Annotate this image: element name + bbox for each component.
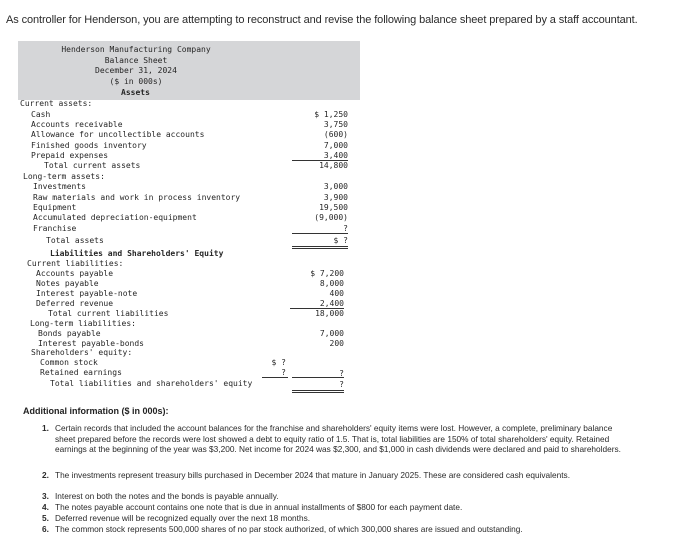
longterm-liabilities-heading: Long-term liabilities: xyxy=(30,319,136,328)
franchise-label: Franchise xyxy=(33,224,77,233)
interest-bonds-value: 200 xyxy=(329,339,344,348)
equipment-label: Equipment xyxy=(33,203,77,212)
accum-dep-label: Accumulated depreciation-equipment xyxy=(33,213,197,222)
investments-value: 3,000 xyxy=(323,182,348,191)
note-2-number: 2. xyxy=(42,470,49,480)
raw-materials-label: Raw materials and work in process inventory xyxy=(33,193,241,202)
notes-payable-value: 8,000 xyxy=(319,279,344,288)
note-2-text: The investments represent treasury bills purchased in December 2024 that mature in January 2025. These are considered cash equivalents. xyxy=(55,470,570,480)
note-3 xyxy=(42,491,632,502)
equipment-value: 19,500 xyxy=(319,203,348,212)
total-liab-equity-label: Total liabilities and shareholders' equity xyxy=(50,379,253,388)
current-liabilities-heading: Current liabilities: xyxy=(27,259,124,268)
note-5-number: 5. xyxy=(42,513,49,523)
prepaid-label: Prepaid expenses xyxy=(31,151,109,160)
note-3-number: 3. xyxy=(42,491,49,501)
retained-earnings-value: ? xyxy=(281,368,286,377)
equity-heading: Shareholders' equity: xyxy=(31,348,133,357)
deferred-revenue-value: 2,400 xyxy=(319,299,344,308)
rule-total-liab-1 xyxy=(292,390,344,391)
total-assets-label: Total assets xyxy=(46,236,104,245)
company-name: Henderson Manufacturing Company xyxy=(61,45,211,54)
note-4-number: 4. xyxy=(42,502,49,512)
deferred-revenue-label: Deferred revenue xyxy=(36,299,114,308)
bonds-value: 7,000 xyxy=(319,329,344,338)
interest-note-label: Interest payable-note xyxy=(36,289,138,298)
rule-longterm-assets xyxy=(292,233,348,234)
note-2 xyxy=(42,470,632,481)
total-current-liabilities-label: Total current liabilities xyxy=(48,309,169,318)
rule-equity-total xyxy=(292,377,344,378)
note-5 xyxy=(42,513,632,524)
interest-bonds-label: Interest payable-bonds xyxy=(38,339,144,348)
note-4 xyxy=(42,502,632,513)
balance-sheet-header xyxy=(18,41,360,100)
note-1-text: Certain records that included the account balances for the franchise and shareholders' equity items were lost. However, a complete, preliminary balance sheet prepared before the records were lost showed a debt to equity ratio of 1.5. That is, total liabilities are 150% of total shareholders' equity. Retained earnings at the beginning of the year was $3,200. Net income for 2024 was $2,300, and $1,000 in cash dividends were declared and paid to shareholders. xyxy=(55,423,621,454)
assets-section-title: Assets xyxy=(121,88,150,97)
note-1-number: 1. xyxy=(42,423,49,433)
intro-text: As controller for Henderson, you are attempting to reconstruct and revise the following balance sheet prepared by a staff accountant. xyxy=(6,14,638,26)
additional-info-title: Additional information ($ in 000s): xyxy=(23,406,169,416)
common-stock-label: Common stock xyxy=(40,358,98,367)
prepaid-value: 3,400 xyxy=(323,151,348,160)
rule-total-assets-2 xyxy=(292,248,348,249)
bonds-label: Bonds payable xyxy=(38,329,101,338)
allowance-label: Allowance for uncollectible accounts xyxy=(31,130,205,139)
longterm-assets-heading: Long-term assets: xyxy=(23,172,105,181)
investments-label: Investments xyxy=(33,182,86,191)
equity-total-value: ? xyxy=(339,369,344,378)
raw-materials-value: 3,900 xyxy=(323,193,348,202)
note-5-text: Deferred revenue will be recognized equally over the next 18 months. xyxy=(55,513,311,523)
note-1 xyxy=(42,423,632,455)
note-6-number: 6. xyxy=(42,524,49,534)
rule-total-liab-2 xyxy=(292,392,344,393)
finished-goods-value: 7,000 xyxy=(323,141,348,150)
rule-total-assets-1 xyxy=(292,246,348,247)
total-current-assets-label: Total current assets xyxy=(44,161,141,170)
ap-label: Accounts payable xyxy=(36,269,114,278)
current-assets-heading: Current assets: xyxy=(20,99,93,108)
ap-value: $ 7,200 xyxy=(310,269,344,278)
total-liab-equity-value: ? xyxy=(339,380,344,389)
total-assets-value: $ ? xyxy=(333,236,348,245)
note-3-text: Interest on both the notes and the bonds is payable annually. xyxy=(55,491,279,501)
notes-payable-label: Notes payable xyxy=(36,279,99,288)
note-6-text: The common stock represents 500,000 shares of no par stock authorized, of which 300,000 shares are issued and outstanding. xyxy=(55,524,523,534)
allowance-value: (600) xyxy=(323,130,348,139)
interest-note-value: 400 xyxy=(329,289,344,298)
ar-value: 3,750 xyxy=(323,120,348,129)
finished-goods-label: Finished goods inventory xyxy=(31,141,147,150)
cash-value: $ 1,250 xyxy=(314,110,348,119)
common-stock-value: $ ? xyxy=(271,358,286,367)
retained-earnings-label: Retained earnings xyxy=(40,368,122,377)
ar-label: Accounts receivable xyxy=(31,120,123,129)
statement-date: December 31, 2024 xyxy=(95,66,177,75)
statement-units: ($ in 000s) xyxy=(109,77,163,86)
franchise-value: ? xyxy=(343,224,348,233)
total-current-liabilities-value: 18,000 xyxy=(315,309,344,318)
note-6 xyxy=(42,524,642,535)
accum-dep-value: (9,000) xyxy=(314,213,348,222)
cash-label: Cash xyxy=(31,110,51,119)
total-current-assets-value: 14,800 xyxy=(319,161,348,170)
statement-title: Balance Sheet xyxy=(104,56,168,65)
note-4-text: The notes payable account contains one note that is due in annual installments of $800 for each payment date. xyxy=(55,502,463,512)
liabilities-equity-heading: Liabilities and Shareholders' Equity xyxy=(50,249,224,258)
